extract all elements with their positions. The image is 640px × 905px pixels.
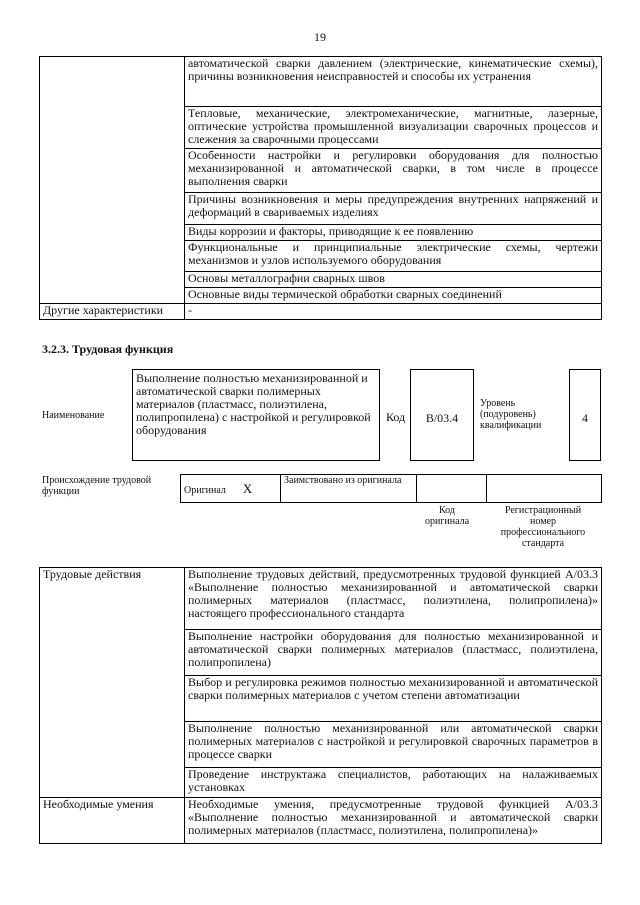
knowledge-table <box>39 56 602 320</box>
knowledge-item: автоматической сварки давлением (электрические, кинематические схемы), причины возникновения неисправностей и способы их устранения <box>185 57 602 107</box>
function-name-box <box>132 369 380 461</box>
level-box <box>569 369 601 461</box>
registration-number-cell <box>487 475 602 503</box>
other-characteristics-value: - <box>185 304 602 320</box>
page-number: 19 <box>314 30 326 44</box>
table-row <box>40 57 602 107</box>
origin-label: Происхождение трудовой функции <box>42 475 152 497</box>
labor-action-item: Выполнение настройки оборудования для полностью механизированной и автоматической сварки полимерных материалов (пластмасс, полиэтилена, полипропилена) <box>185 630 602 676</box>
labor-action-item: Проведение инструктажа специалистов, работающих на налаживаемых установках <box>185 768 602 798</box>
knowledge-item: Тепловые, механические, электромеханические, магнитные, лазерные, оптические устройства промышленной визуализации сварочных процессов и слежения за сварочными процессами <box>185 107 602 149</box>
labor-action-item: Выполнение трудовых действий, предусмотренных трудовой функцией А/03.3 «Выполнение полностью механизированной и автоматической сварки полимерных материалов (пластмасс, полиэтилена, полипропилена)» настоящего профессионального стандарта <box>185 568 602 630</box>
knowledge-item: Причины возникновения и меры предупреждения внутренних напряжений и деформаций в свариваемых изделиях <box>185 193 602 225</box>
table-row <box>40 798 602 844</box>
knowledge-item: Основные виды термической обработки сварных соединений <box>185 288 602 304</box>
skill-item: Необходимые умения, предусмотренные трудовой функцией А/03.3 «Выполнение полностью механизированной и автоматической сварки полимерных материалов (пластмасс, полиэтилена, полипропилена)» <box>185 798 602 844</box>
labor-action-item: Выполнение полностью механизированной или автоматической сварки полимерных материалов с настройкой и регулировкой сварочных параметров в процессе сварки <box>185 722 602 768</box>
level-value: 4 <box>582 411 588 425</box>
original-label: Оригинал <box>184 484 226 496</box>
labor-actions-table <box>39 567 602 844</box>
knowledge-item: Функциональные и принципиальные электрические схемы, чертежи механизмов и узлов используемого оборудования <box>185 241 602 272</box>
name-label: Наименование <box>42 410 105 421</box>
borrowed-label: Заимствовано из оригинала <box>281 475 417 503</box>
code-box <box>410 369 474 461</box>
table-row <box>40 568 602 630</box>
level-label: Уровень (подуровень) квалификации <box>480 398 542 431</box>
table-row <box>40 304 602 320</box>
registration-caption: Регистрационный номер профессионального стандарта <box>500 505 586 549</box>
knowledge-item: Основы металлографии сварных швов <box>185 272 602 288</box>
original-mark: X <box>242 480 253 496</box>
origin-table <box>180 474 602 503</box>
table-label-cell <box>40 57 185 304</box>
code-value: B/03.4 <box>425 411 459 425</box>
knowledge-item: Особенности настройки и регулировки оборудования для полностью механизированной и автоматической сварки, в том числе в процессе выполнения сварки <box>185 149 602 193</box>
skills-label: Необходимые умения <box>40 798 185 844</box>
other-characteristics-label: Другие характеристики <box>40 304 185 320</box>
original-code-cell <box>417 475 487 503</box>
section-title: 3.2.3. Трудовая функция <box>42 342 174 356</box>
function-name-value: Выполнение полностью механизированной и автоматической сварки полимерных материалов (пластмасс, полиэтилена, полипропилена) с настройкой и регулировкой оборудования <box>136 371 371 437</box>
knowledge-item: Виды коррозии и факторы, приводящие к ее появлению <box>185 225 602 241</box>
original-cell <box>181 475 281 503</box>
labor-actions-label: Трудовые действия <box>40 568 185 798</box>
code-label: Код <box>386 410 406 424</box>
code-caption: Код оригинала <box>424 505 470 527</box>
labor-action-item: Выбор и регулировка режимов полностью механизированной и автоматической сварки полимерных материалов с учетом степени автоматизации <box>185 676 602 722</box>
